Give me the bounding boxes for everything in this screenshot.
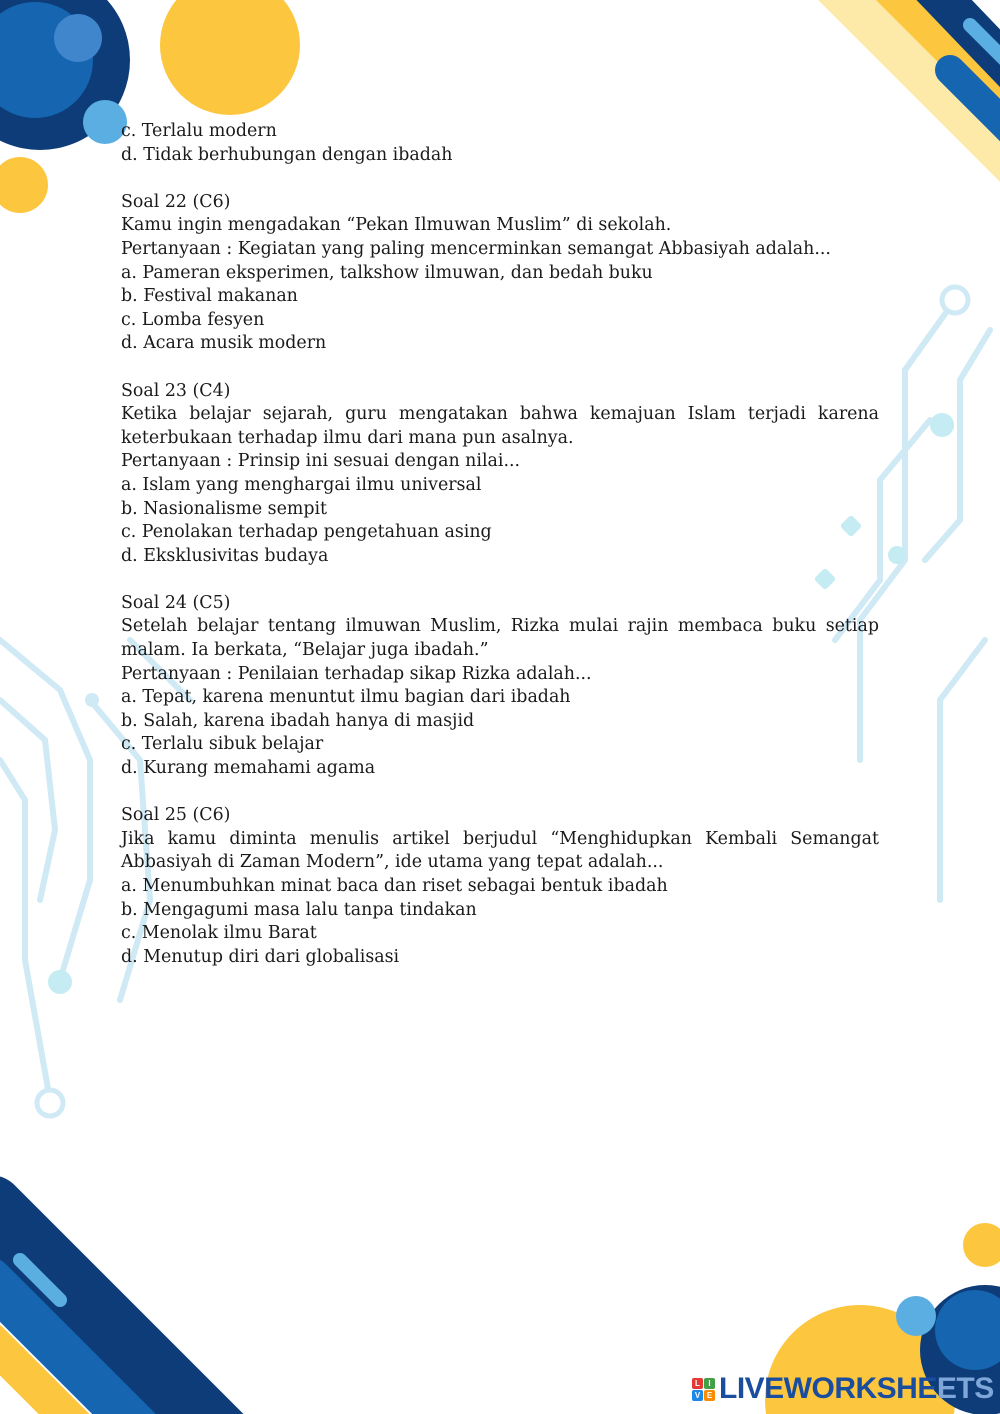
option-c: c. Lomba fesyen — [121, 309, 265, 330]
question-heading: Soal 22 (C6) — [121, 191, 231, 212]
option-c: c. Terlalu sibuk belajar — [121, 734, 324, 755]
circuit-node — [942, 287, 968, 313]
question-22 — [121, 191, 879, 356]
logo-letter: V — [692, 1390, 703, 1401]
option-d: d. Kurang memahami agama — [121, 758, 376, 779]
option-b: b. Nasionalisme sempit — [121, 498, 328, 519]
circuit-node — [85, 693, 99, 707]
question-heading: Soal 23 (C4) — [121, 380, 231, 401]
question-23 — [121, 380, 879, 569]
question-prompt: Pertanyaan : Kegiatan yang paling mencerminkan semangat Abbasiyah adalah... — [121, 238, 831, 259]
question-heading: Soal 25 (C6) — [121, 805, 231, 826]
option: d. Tidak berhubungan dengan ibadah — [121, 144, 453, 165]
corner-shapes-bottom-left — [0, 1210, 220, 1414]
option-b: b. Salah, karena ibadah hanya di masjid — [121, 710, 475, 731]
question-prompt: Pertanyaan : Prinsip ini sesuai dengan nilai... — [121, 451, 521, 472]
option-b: b. Festival makanan — [121, 286, 298, 307]
question-text: Setelah belajar tentang ilmuwan Muslim, Rizka mulai rajin membaca buku setiap malam. Ia berkata, “Belajar juga ibadah.” — [121, 616, 879, 661]
liveworksheets-watermark — [692, 1372, 994, 1406]
circuit-node — [930, 413, 954, 437]
option-b: b. Mengagumi masa lalu tanpa tindakan — [121, 899, 477, 920]
option-c: c. Menolak ilmu Barat — [121, 923, 317, 944]
question-24 — [121, 592, 879, 781]
circuit-node — [48, 970, 72, 994]
question-text: Jika kamu diminta menulis artikel berjudul “Menghidupkan Kembali Semangat Abbasiyah di Zaman Modern”, ide utama yang tepat adalah... — [121, 828, 879, 873]
option-d: d. Acara musik modern — [121, 333, 327, 354]
question-text: Kamu ingin mengadakan “Pekan Ilmuwan Muslim” di sekolah. — [121, 215, 672, 236]
question-text: Ketika belajar sejarah, guru mengatakan bahwa kemajuan Islam terjadi karena keterbukaan terhadap ilmu dari mana pun asalnya. — [121, 404, 879, 448]
circuit-node — [888, 546, 906, 564]
question-prompt: Pertanyaan : Penilaian terhadap sikap Rizka adalah... — [121, 663, 592, 684]
liveworksheets-wordmark — [719, 1372, 994, 1406]
option-d: d. Menutup diri dari globalisasi — [121, 946, 400, 967]
option-a: a. Tepat, karena menuntut ilmu bagian dari ibadah — [121, 687, 571, 708]
logo-letter: I — [704, 1378, 715, 1389]
option: c. Terlalu modern — [121, 121, 277, 141]
question-heading: Soal 24 (C5) — [121, 592, 231, 613]
worksheet-content — [121, 120, 879, 993]
liveworksheets-logo-icon — [692, 1378, 715, 1401]
option-a: a. Islam yang menghargai ilmu universal — [121, 474, 482, 495]
logo-letter: L — [692, 1378, 703, 1389]
option-c: c. Penolakan terhadap pengetahuan asing — [121, 522, 492, 543]
circuit-node — [37, 1090, 63, 1116]
wordmark-main: LIVEWORKSHE — [719, 1372, 937, 1405]
question-25 — [121, 804, 879, 969]
option-a: a. Pameran eksperimen, talkshow ilmuwan, dan bedah buku — [121, 262, 653, 283]
carryover-options — [121, 120, 879, 167]
logo-letter: E — [704, 1390, 715, 1401]
option-a: a. Menumbuhkan minat baca dan riset sebagai bentuk ibadah — [121, 876, 668, 896]
option-d: d. Eksklusivitas budaya — [121, 545, 329, 566]
wordmark-faded: ETS — [936, 1372, 994, 1405]
